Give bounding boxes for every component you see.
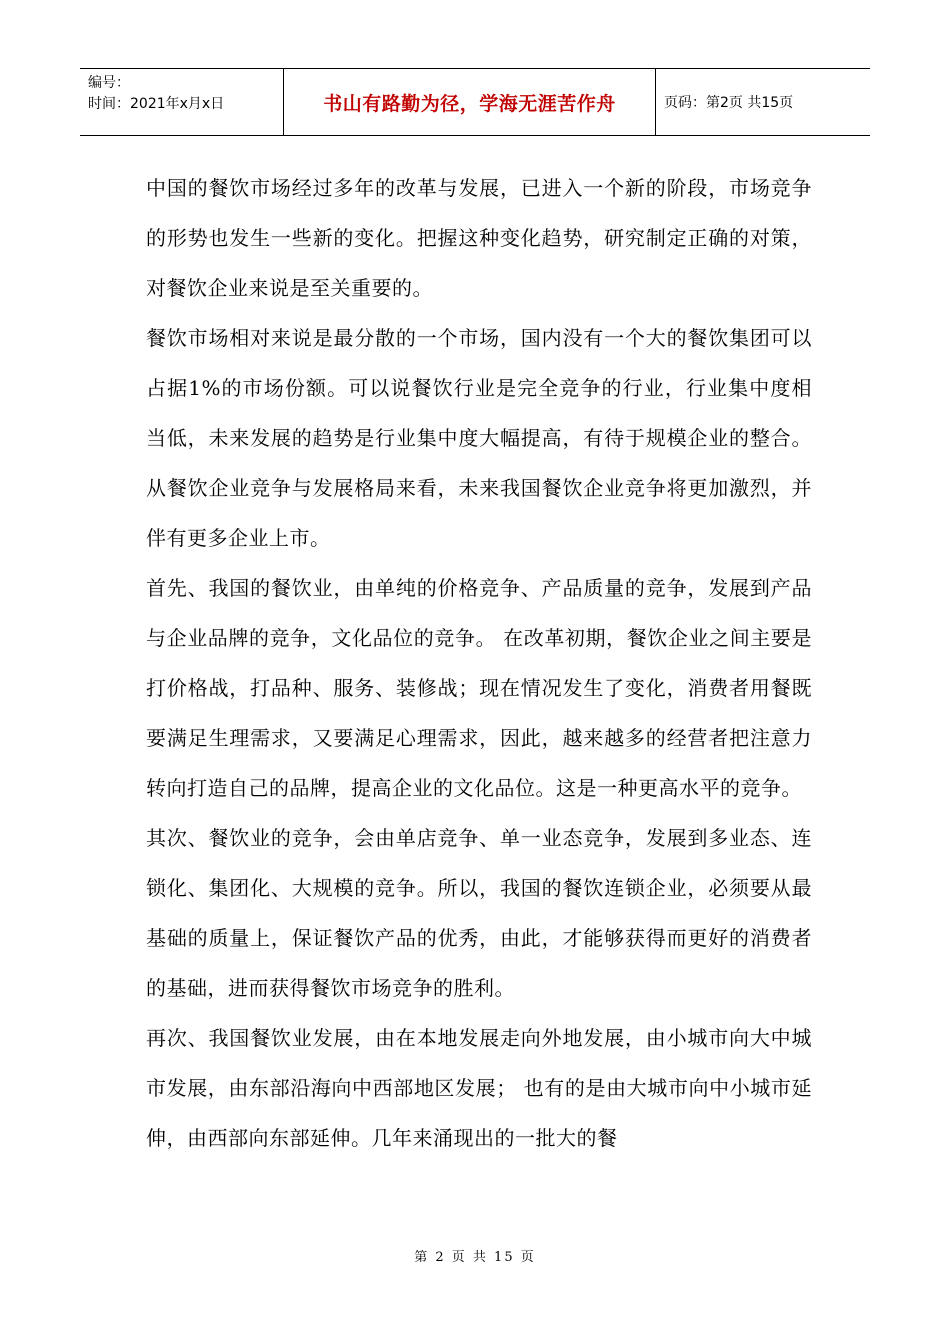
paragraph: 首先、我国的餐饮业，由单纯的价格竞争、产品质量的竞争，发展到产品与企业品牌的竞争，文化品位的竞争。 在改革初期，餐饮企业之间主要是打价格战，打品种、服务、装修战；现在情况发生了变化，消费者用餐既要满足生理需求，又要满足心理需求，因此，越来越多的经营者把注意力转向打造自己的品牌，提高企业的文化品位。这是一种更高水平的竞争。 [146,576,812,800]
paragraph: 中国的餐饮市场经过多年的改革与发展，已进入一个新的阶段，市场竞争的形势也发生一些新的变化。把握这种变化趋势，研究制定正确的对策，对餐饮企业来说是至关重要的。 [146,176,812,300]
document-date: 时间：2021年x月x日 [88,96,225,112]
paragraph: 餐饮市场相对来说是最分散的一个市场，国内没有一个大的餐饮集团可以占据1%的市场份额。可以说餐饮行业是完全竞争的行业，行业集中度相当低，未来发展的趋势是行业集中度大幅提高，有待于规模企业的整合。从餐饮企业竞争与发展格局来看，未来我国餐饮企业竞争将更加激烈，并伴有更多企业上市。 [146,326,812,550]
page-footer: 第 2 页 共 15 页 [414,1250,536,1265]
header-motto: 书山有路勤为径，学海无涯苦作舟 [284,69,656,135]
paragraph: 其次、餐饮业的竞争，会由单店竞争、单一业态竞争，发展到多业态、连锁化、集团化、大规模的竞争。所以，我国的餐饮连锁企业，必须要从最基础的质量上，保证餐饮产品的优秀，由此，才能够获得而更好的消费者的基础，进而获得餐饮市场竞争的胜利。 [146,826,812,1000]
document-number-label: 编号： [88,75,130,91]
document-body [146,163,812,1163]
header-page-info: 页码：第2页 共15页 [664,95,794,111]
paragraph: 再次、我国餐饮业发展，由在本地发展走向外地发展，由小城市向大中城市发展，由东部沿海向中西部地区发展； 也有的是由大城市向中小城市延伸，由西部向东部延伸。几年来涌现出的一批大的餐 [146,1026,812,1150]
page-header [80,68,870,136]
header-meta [80,69,284,135]
